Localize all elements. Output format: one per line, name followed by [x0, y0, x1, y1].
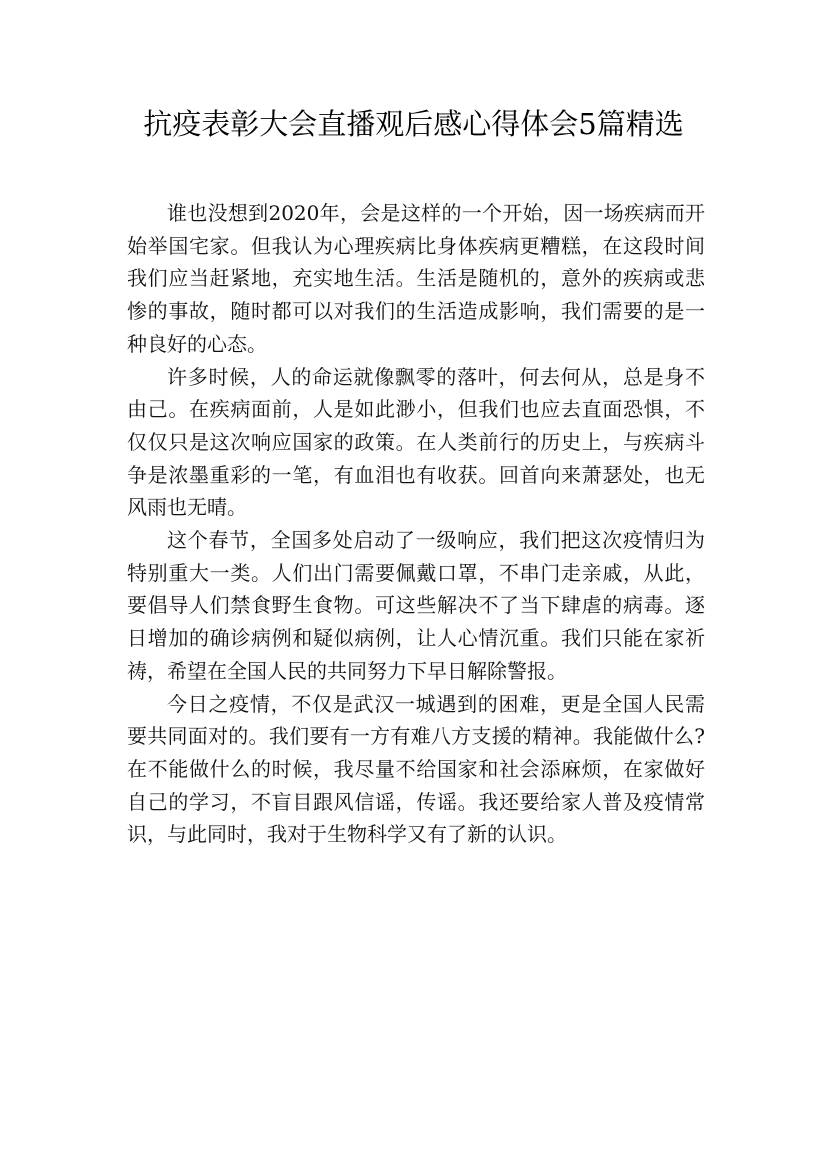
paragraph-4: 今日之疫情，不仅是武汉一城遇到的困难，更是全国人民需要共同面对的。我们要有一方有难八方支援的精神。我能做什么?在不能做什么的时候，我尽量不给国家和社会添麻烦，在家做好自己的学习，不盲目跟风信谣，传谣。我还要给家人普及疫情常识，与此同时，我对于生物科学又有了新的认识。: [127, 691, 705, 847]
paragraph-3: 这个春节，全国多处启动了一级响应，我们把这次疫情归为特别重大一类。人们出门需要佩戴口罩，不串门走亲戚，从此，要倡导人们禁食野生食物。可这些解决不了当下肆虐的病毒。逐日增加的确诊病例和疑似病例，让人心情沉重。我们只能在家祈祷，希望在全国人民的共同努力下早日解除警报。: [127, 528, 705, 683]
paragraph-1: 谁也没想到2020年，会是这样的一个开始，因一场疾病而开始举国宅家。但我认为心理疾病比身体疾病更糟糕，在这段时间我们应当赶紧地，充实地生活。生活是随机的，意外的疾病或悲惨的事故，随时都可以对我们的生活造成影响，我们需要的是一种良好的心态。: [127, 201, 705, 356]
paragraph-2: 许多时候，人的命运就像飘零的落叶，何去何从，总是身不由己。在疾病面前，人是如此渺小，但我们也应去直面恐惧，不仅仅只是这次响应国家的政策。在人类前行的历史上，与疾病斗争是浓墨重彩的一笔，有血泪也有收获。回首向来萧瑟处，也无风雨也无晴。: [127, 364, 705, 520]
document-title: 抗疫表彰大会直播观后感心得体会5篇精选: [143, 107, 684, 141]
document-body: [127, 197, 705, 851]
